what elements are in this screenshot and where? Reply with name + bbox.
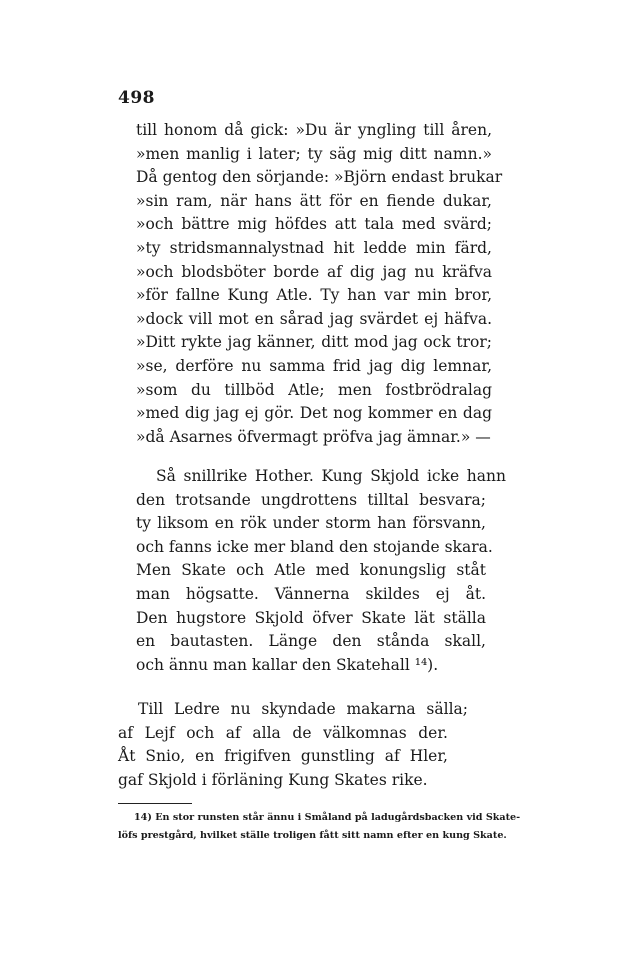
footnote [118, 809, 521, 845]
verse-line: »ty stridsmannalystnad hit ledde min färd, [136, 238, 492, 257]
verse-line: Till Ledre nu skyndade makarna sälla; [138, 700, 468, 718]
verse-line: man högsatte. Vännerna skildes ej åt. [136, 584, 486, 603]
verse-line: »som du tillböd Atle; men fostbrödralag [136, 380, 492, 399]
verse-line: Så snillrike Hother. Kung Skjold icke hann [156, 467, 506, 485]
verse-line: »dock vill mot en sårad jag svärdet ej häfva. [136, 309, 492, 328]
verse-line: Då gentog den sörjande: »Björn endast brukar [136, 168, 503, 187]
footnote-line: löfs prestgård, hvilket ställe troligen fått sitt namn efter en kung Skate. [118, 830, 507, 841]
stanza [136, 465, 506, 677]
verse-line: »med dig jag ej gör. Det nog kommer en dag [136, 404, 492, 423]
verse-line: gaf Skjold i förläning Kung Skates rike. [118, 770, 428, 789]
verse-line: ty liksom en rök under storm han försvann, [136, 514, 486, 533]
footnote-marker: 14) [134, 812, 152, 823]
verse-line: Men Skate och Atle med konungslig ståt [136, 561, 486, 580]
verse-line: den trotsande ungdrottens tilltal besvara; [136, 490, 486, 509]
verse-line: till honom då gick: »Du är yngling till åren, [136, 121, 492, 139]
verse-line: »men manlig i later; ty säg mig ditt namn.» [136, 144, 492, 163]
verse-line: »Ditt rykte jag känner, ditt mod jag ock tror; [136, 333, 492, 352]
verse-line: Den hugstore Skjold öfver Skate lät ställa [136, 608, 486, 627]
page-number: 498 [118, 88, 155, 108]
footnote-text: En stor runsten står ännu i Småland på ladugårdsbacken vid Skate- [155, 812, 521, 823]
verse-line: »för fallne Kung Atle. Ty han var min bror, [136, 286, 492, 305]
verse-line: af Lejf och af alla de välkomnas der. [118, 723, 448, 742]
verse-line: och fanns icke mer bland den stojande skara. [136, 537, 493, 556]
footnote-line [118, 809, 521, 827]
stanza [136, 119, 503, 449]
verse-line: »se, derföre nu samma frid jag dig lemnar, [136, 356, 492, 375]
verse-line: »sin ram, när hans ätt för en fiende dukar, [136, 191, 492, 210]
verse-line: »då Asarnes öfvermagt pröfva jag ämnar.» — [136, 427, 491, 446]
stanza [118, 698, 468, 792]
verse-line: Åt Snio, en frigifven gunstling af Hler, [118, 747, 448, 766]
footnote-divider [118, 803, 192, 804]
verse-line: en bautasten. Länge den stånda skall, [136, 632, 486, 651]
verse-line: »och blodsböter borde af dig jag nu kräfva [136, 262, 492, 281]
verse-line: »och bättre mig höfdes att tala med svärd; [136, 215, 492, 234]
verse-line: och ännu man kallar den Skatehall ¹⁴). [136, 655, 439, 674]
